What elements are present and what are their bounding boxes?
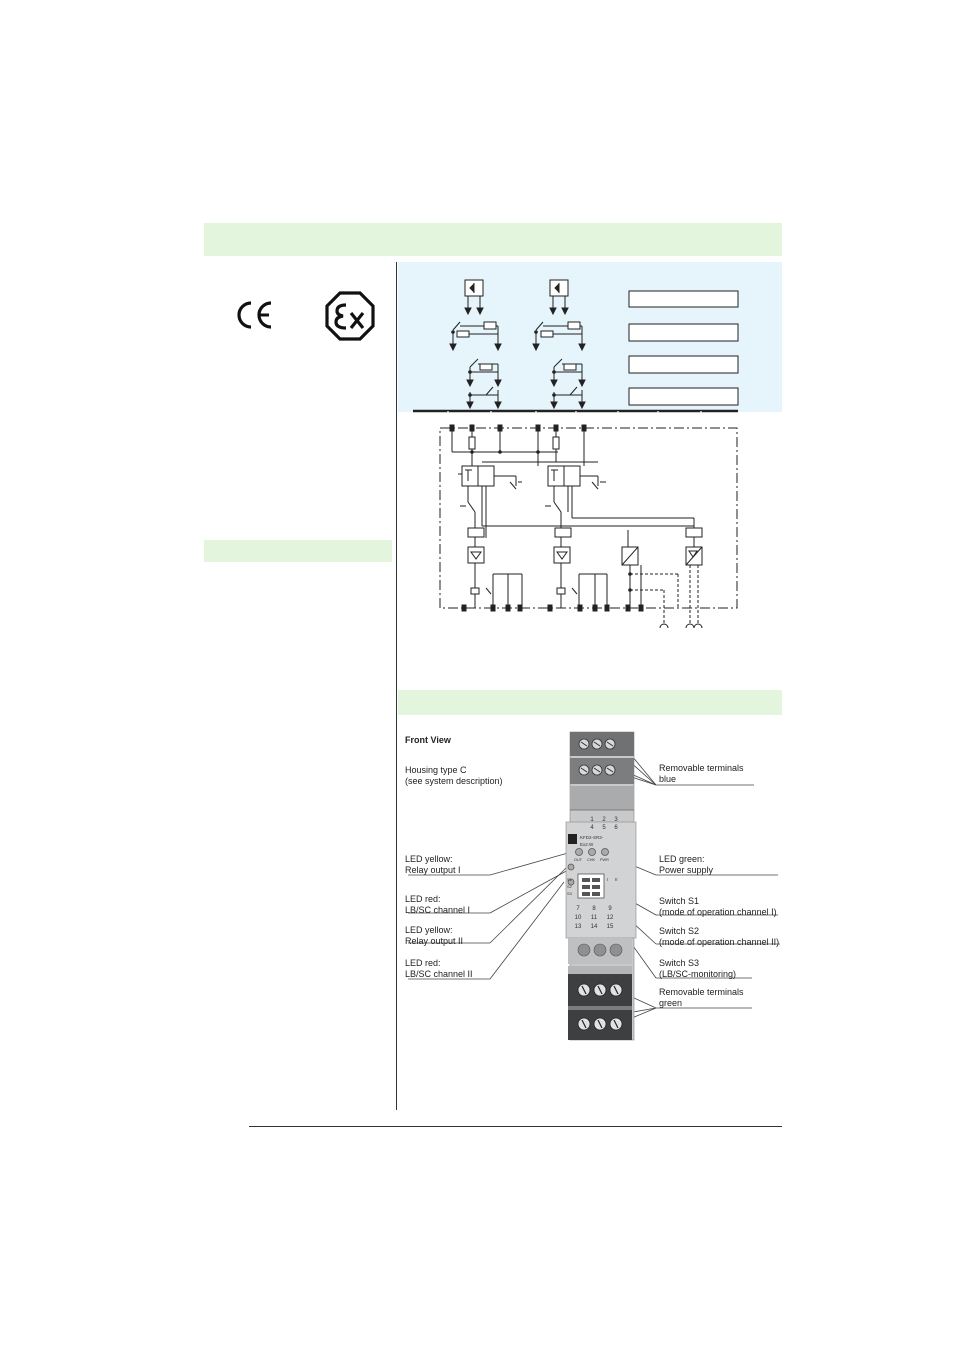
model-text: KFD2-SR2- [580,835,604,840]
terminal-number: 14 [590,924,598,930]
label-led-red-channel-2: LED red: LB/SC channel II [405,958,473,979]
terminal-number: 9 [608,906,612,912]
terminal-number: 11 [590,915,598,921]
left-section-band [204,540,392,562]
terminal-number: 4 [590,825,594,831]
terminal-number: 2 [602,817,606,823]
label-housing: Housing type C (see system description) [405,765,503,786]
ce-mark-icon [234,298,274,332]
label-switch-s1: Switch S1 (mode of operation channel I) [659,896,777,917]
led-label: PWR [600,858,609,862]
led-label: CHK [587,858,596,862]
header-band [204,223,782,256]
label-switch-s2: Switch S2 (mode of operation channel II) [659,926,780,947]
block-diagram [398,262,782,642]
switch-label: S3 [567,891,572,896]
label-terminals-blue: Removable terminals blue [659,763,744,784]
switch-roman: II [615,877,618,882]
ex-mark-icon [325,291,375,341]
terminal-number: 5 [602,825,606,831]
label-led-red-channel-1: LED red: LB/SC channel I [405,894,471,915]
led-label: OUT [574,858,583,862]
terminal-number: 13 [574,924,582,930]
label-switch-s3: Switch S3 (LB/SC-monitoring) [659,958,737,979]
switch-roman: I [607,877,609,882]
front-view-section-band [398,690,782,715]
terminal-number: 3 [614,817,618,823]
switch-label: S2 [567,884,572,889]
terminal-number: 6 [614,825,618,831]
footer-rule [249,1126,782,1127]
label-led-yellow-relay-1: LED yellow: Relay output I [405,854,461,875]
terminal-number: 7 [576,906,580,912]
label-terminals-green: Removable terminals green [659,987,744,1008]
label-led-green-power: LED green: Power supply [659,854,714,875]
switch-label: S1 [567,877,572,882]
terminal-number: 10 [574,915,582,921]
terminal-number: 8 [592,906,596,912]
terminal-number: 1 [590,817,594,823]
model-text: Ex2.W [580,842,594,847]
column-divider [396,262,397,1110]
terminal-number: 15 [606,924,614,930]
terminal-number: 12 [606,915,614,921]
front-view-title: Front View [405,735,451,745]
label-led-yellow-relay-2: LED yellow: Relay output II [405,925,464,946]
